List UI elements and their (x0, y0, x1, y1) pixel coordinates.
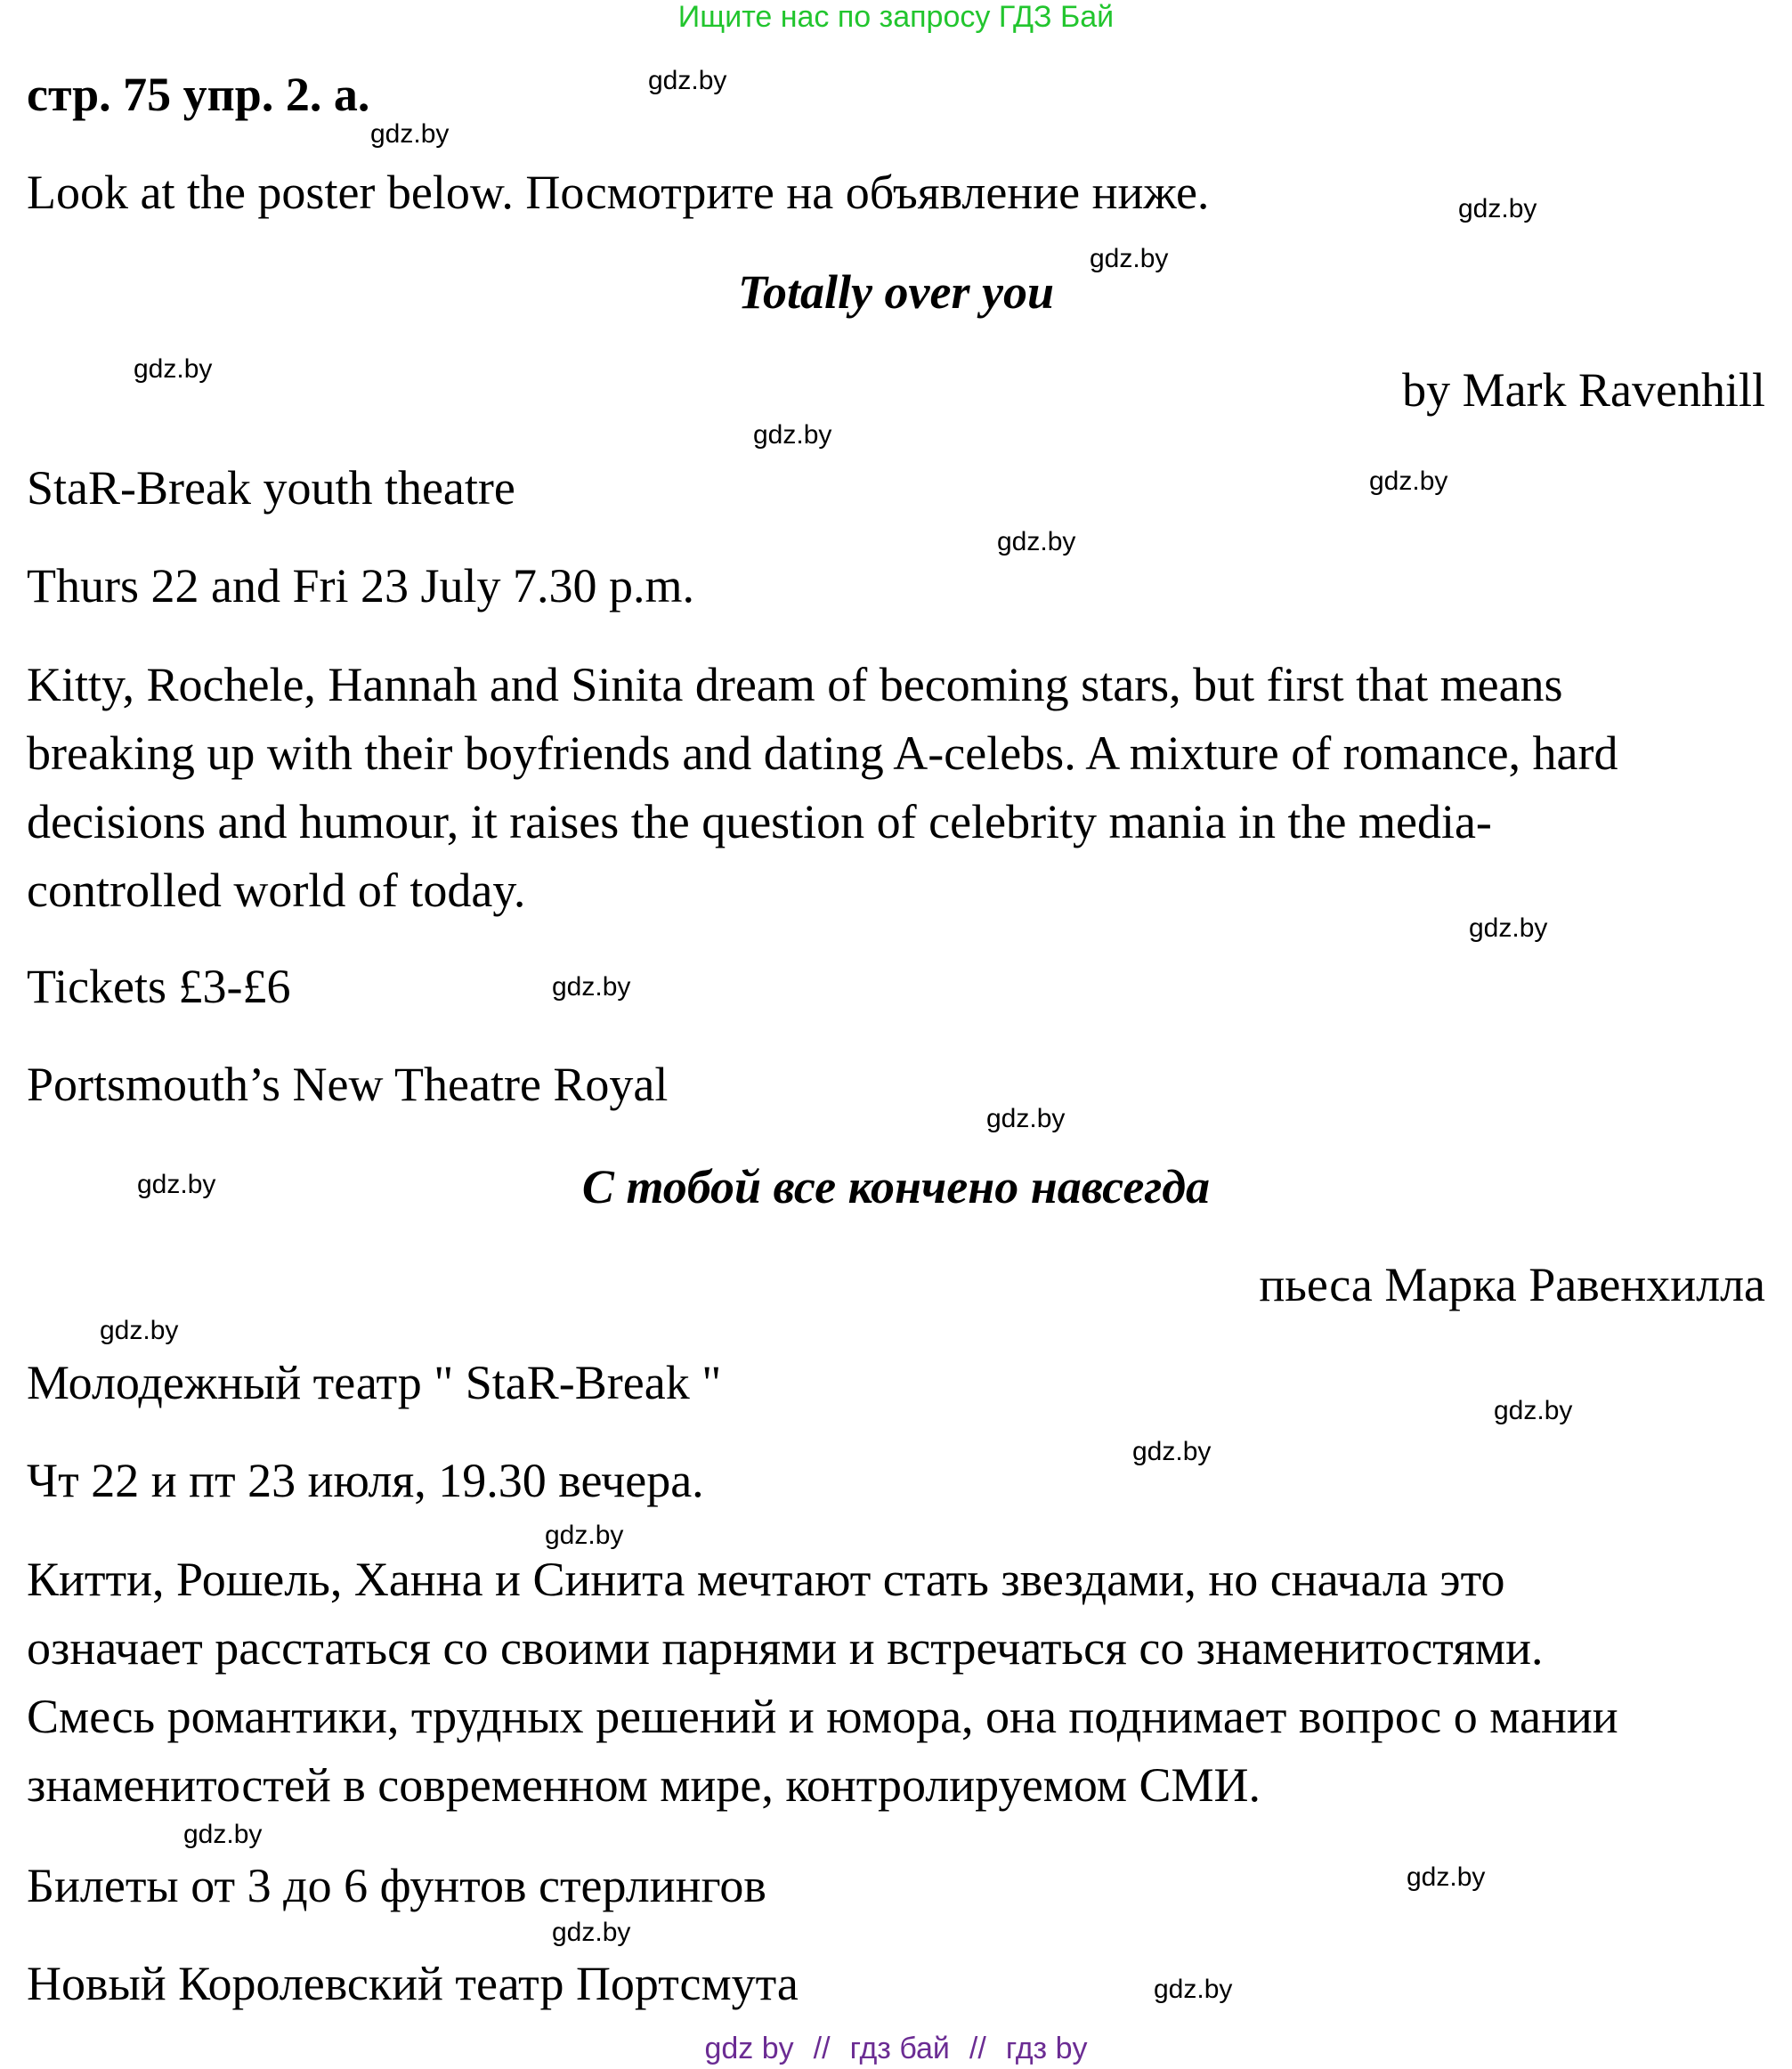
watermark: gdz.by (137, 1170, 216, 1199)
footer-link-gdz-by[interactable]: gdz by (704, 2032, 794, 2065)
russian-description-line: означает расстаться со своими парнями и встречаться со знаменитостями. (27, 1621, 1544, 1675)
watermark: gdz.by (648, 66, 727, 95)
english-author: by Mark Ravenhill (1402, 363, 1765, 417)
watermark: gdz.by (1407, 1862, 1486, 1892)
watermark: gdz.by (1469, 913, 1548, 943)
english-title: Totally over you (738, 265, 1054, 319)
english-description (27, 651, 1772, 925)
russian-theatre: Молодежный театр " StaR-Break " (27, 1356, 722, 1409)
english-dates: Thurs 22 and Fri 23 July 7.30 p.m. (27, 559, 694, 613)
watermark: gdz.by (183, 1820, 263, 1849)
russian-author: пьеса Марка Равенхилла (1259, 1258, 1765, 1311)
english-description-line: decisions and humour, it raises the question of celebrity mania in the media- (27, 795, 1492, 848)
english-description-line: breaking up with their boyfriends and dating A-celebs. A mixture of romance, hard (27, 726, 1618, 780)
footer-link-gdz-bai[interactable]: гдз бай (849, 2032, 950, 2065)
watermark: gdz.by (753, 420, 832, 450)
watermark: gdz.by (997, 527, 1076, 556)
watermark: gdz.by (1154, 1975, 1233, 2004)
russian-dates: Чт 22 и пт 23 июля, 19.30 вечера. (27, 1454, 704, 1507)
watermark: gdz.by (1494, 1396, 1573, 1425)
russian-description-line: знаменитостей в современном мире, контролируемом СМИ. (27, 1758, 1261, 1812)
watermark: gdz.by (370, 119, 450, 149)
english-tickets: Tickets £3-£6 (27, 960, 291, 1013)
english-description-line: controlled world of today. (27, 864, 526, 917)
watermark: gdz.by (1458, 194, 1537, 223)
russian-description (27, 1546, 1772, 1820)
footer-links (0, 2032, 1792, 2065)
watermark: gdz.by (134, 354, 213, 384)
watermark: gdz.by (545, 1521, 624, 1550)
watermark: gdz.by (1090, 244, 1169, 273)
watermark: gdz.by (1369, 467, 1448, 496)
watermark: gdz.by (552, 972, 631, 1002)
russian-tickets: Билеты от 3 до 6 фунтов стерлингов (27, 1859, 766, 1912)
russian-title: С тобой все кончено навсегда (581, 1160, 1211, 1213)
footer-separator: // (813, 2032, 831, 2065)
watermark: gdz.by (1132, 1437, 1212, 1466)
english-theatre: StaR-Break youth theatre (27, 461, 515, 515)
watermark: gdz.by (552, 1918, 631, 1947)
exercise-heading: стр. 75 упр. 2. а. (27, 68, 370, 121)
footer-link-gdz-by-cyrillic[interactable]: гдз by (1005, 2032, 1088, 2065)
english-venue: Portsmouth’s New Theatre Royal (27, 1058, 669, 1111)
footer-separator: // (969, 2032, 986, 2065)
russian-venue: Новый Королевский театр Портсмута (27, 1957, 799, 2010)
russian-description-line: Китти, Рошель, Ханна и Синита мечтают стать звездами, но сначала это (27, 1553, 1505, 1606)
search-banner: Ищите нас по запросу ГДЗ Бай (677, 0, 1115, 34)
watermark: gdz.by (986, 1104, 1066, 1133)
watermark: gdz.by (100, 1316, 179, 1345)
russian-description-line: Смесь романтики, трудных решений и юмора, она поднимает вопрос о мании (27, 1690, 1618, 1743)
english-description-line: Kitty, Rochele, Hannah and Sinita dream of becoming stars, but first that means (27, 658, 1563, 711)
instruction-text: Look at the poster below. Посмотрите на объявление ниже. (27, 166, 1210, 219)
